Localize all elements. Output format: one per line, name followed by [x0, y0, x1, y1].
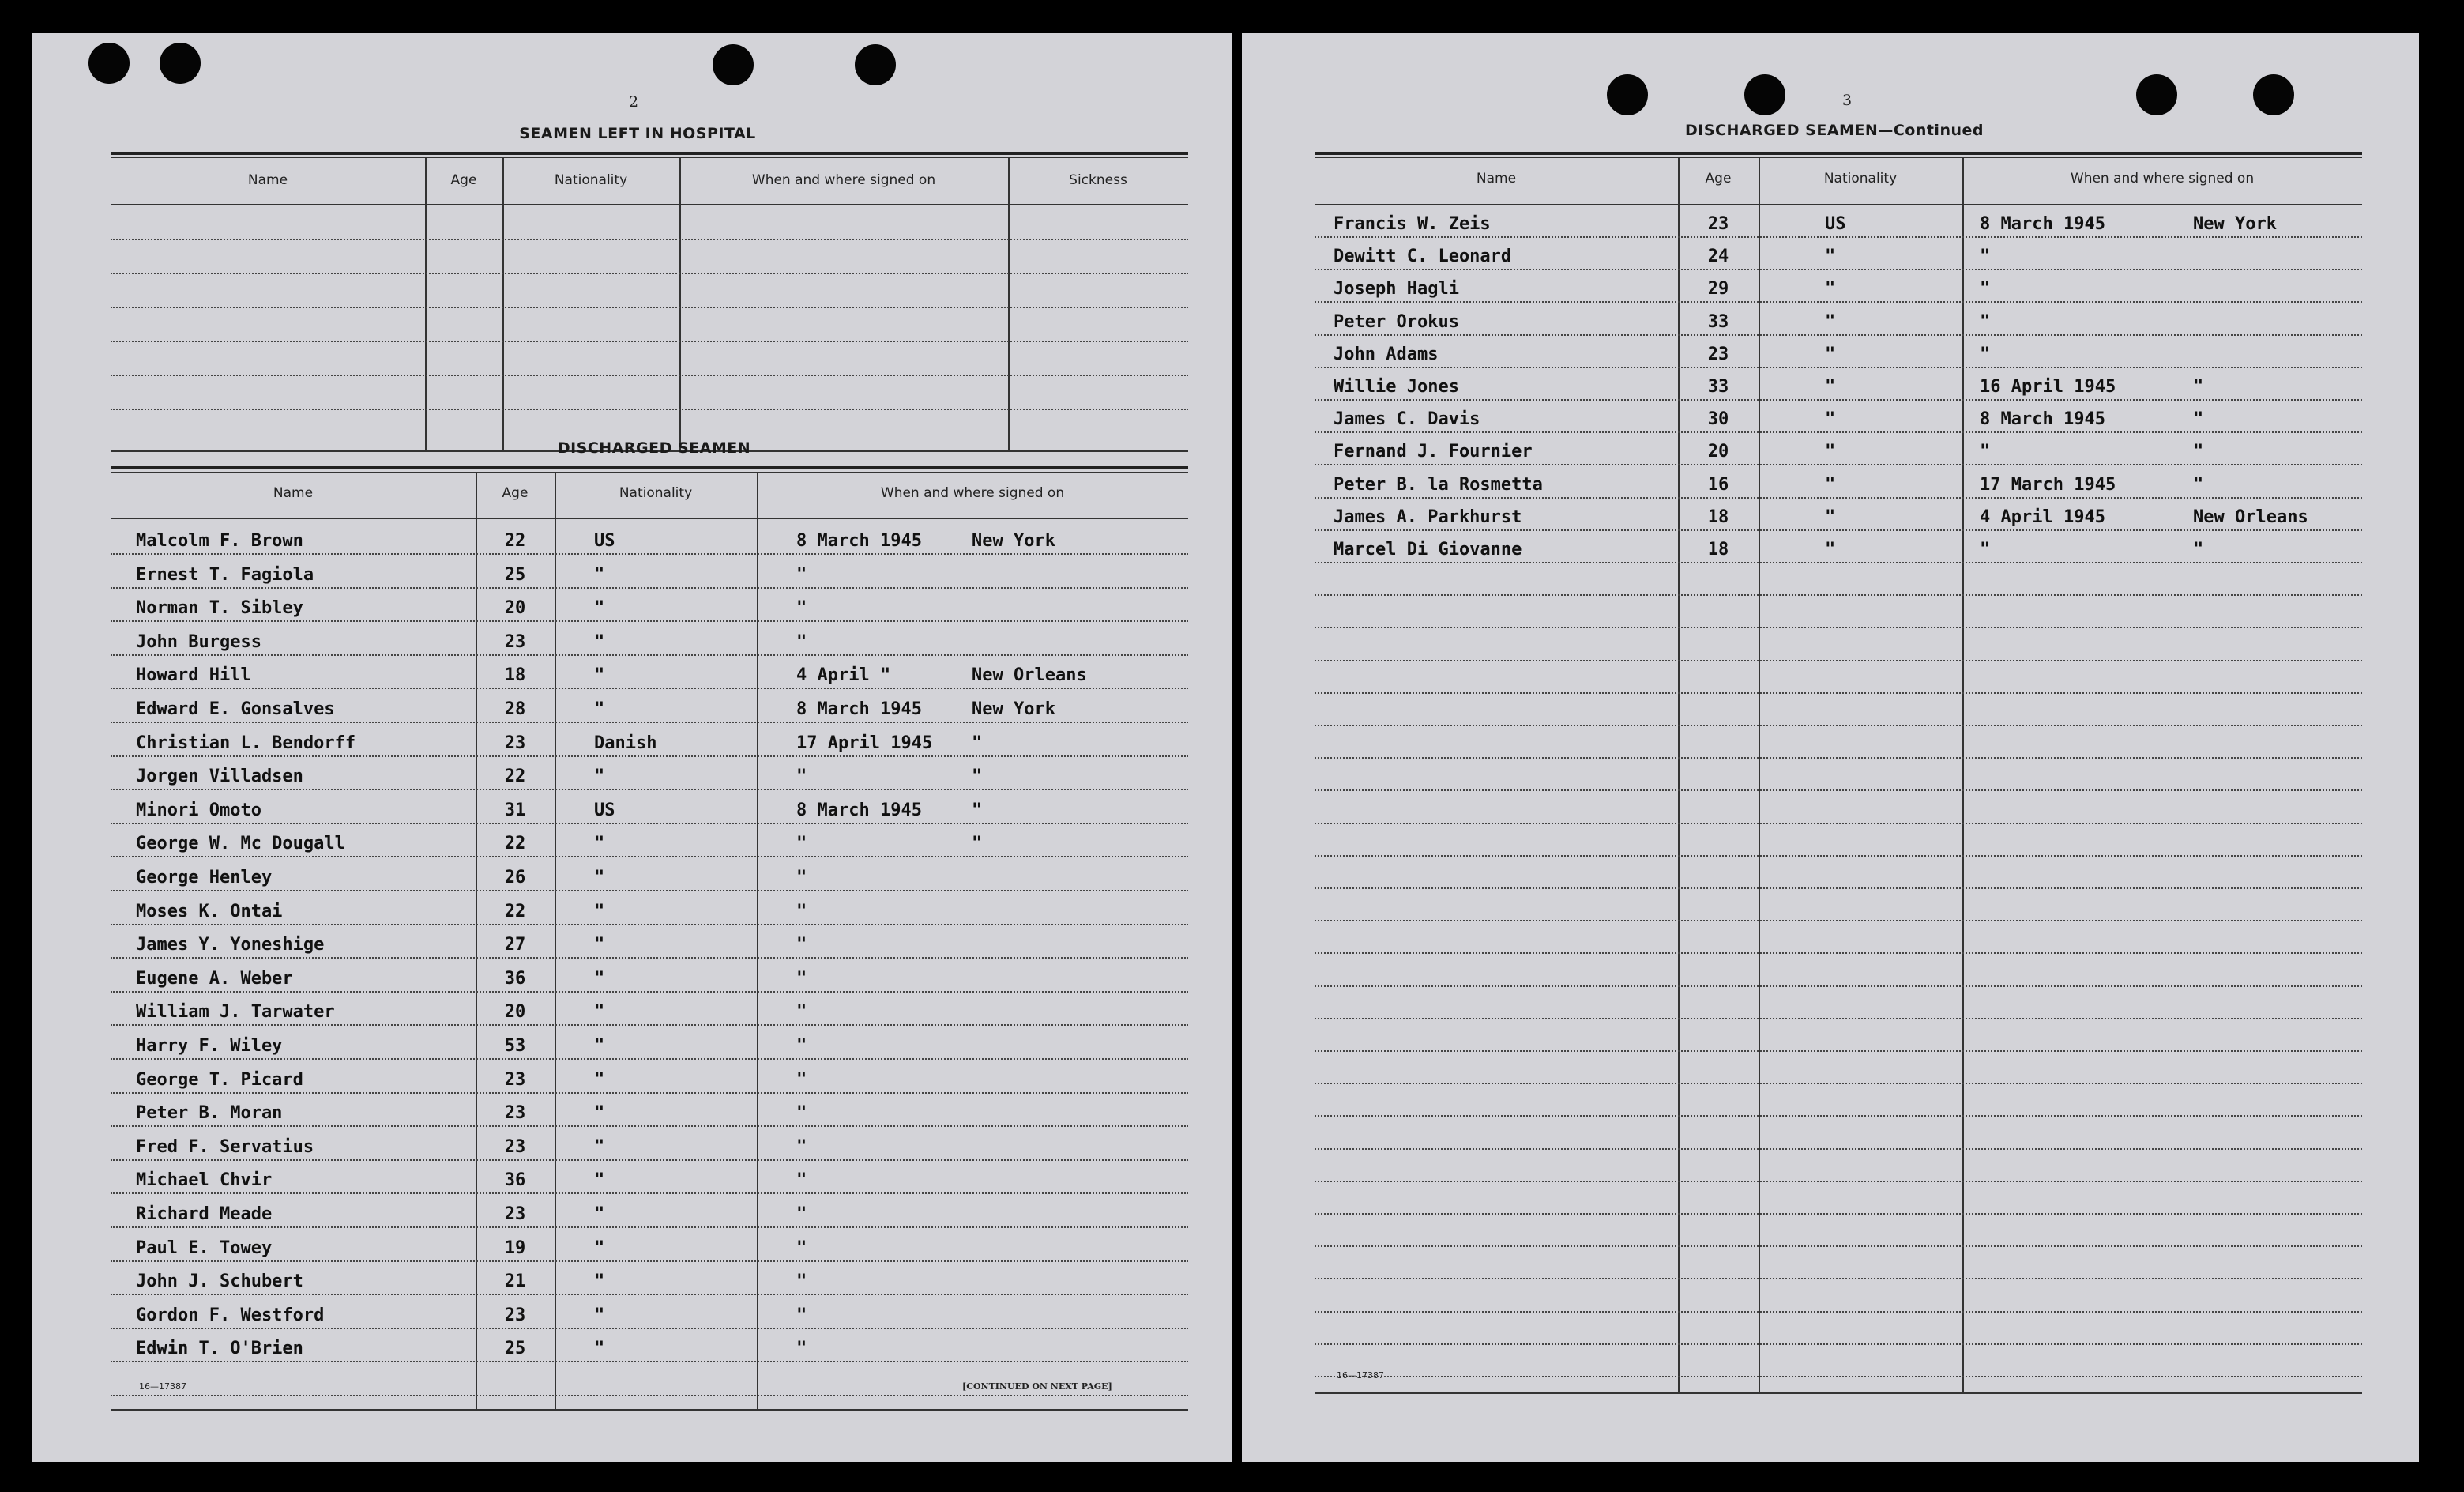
seaman-name: James A. Parkhurst: [1334, 507, 1522, 527]
seaman-age: 33: [1707, 311, 1729, 332]
row-rule: [1315, 660, 2362, 661]
seaman-nationality: US: [594, 531, 615, 551]
seaman-nationality: ": [1825, 442, 1836, 462]
row-rule: [1315, 1213, 2362, 1215]
row-rule: [111, 1395, 1188, 1396]
signed-on-date: ": [1980, 247, 1991, 267]
seaman-nationality: ": [594, 665, 605, 686]
column-header: Name: [273, 485, 314, 501]
signed-on-date: ": [1980, 540, 1991, 560]
row-rule: [1315, 887, 2362, 889]
seaman-age: 30: [1707, 409, 1729, 430]
seaman-name: Francis W. Zeis: [1334, 214, 1491, 234]
seaman-nationality: ": [594, 1272, 605, 1292]
seaman-name: James C. Davis: [1334, 409, 1480, 430]
seaman-nationality: ": [594, 1339, 605, 1359]
seaman-age: 23: [504, 631, 526, 652]
signed-on-place: ": [2193, 442, 2204, 462]
seaman-age: 16: [1707, 474, 1729, 495]
seaman-age: 24: [1707, 247, 1729, 267]
column-header: Name: [1476, 171, 1517, 186]
seaman-name: Marcel Di Giovanne: [1334, 540, 1522, 560]
row-rule: [111, 755, 1188, 757]
seaman-nationality: ": [594, 1103, 605, 1124]
seaman-nationality: ": [594, 1002, 605, 1023]
punch-hole: [713, 44, 754, 85]
row-rule: [111, 856, 1188, 857]
left-page: [32, 33, 1232, 1462]
seaman-age: 20: [504, 1002, 526, 1023]
page-number: 2: [628, 93, 639, 111]
row-rule: [111, 1058, 1188, 1060]
seaman-age: 27: [504, 935, 526, 955]
seaman-nationality: ": [594, 935, 605, 955]
seaman-age: 23: [1707, 344, 1729, 364]
title-suffix: —Continued: [1878, 122, 1984, 139]
seaman-age: 23: [504, 1069, 526, 1090]
column-header: Age: [450, 172, 477, 188]
seaman-name: Gordon F. Westford: [136, 1305, 325, 1325]
seaman-nationality: ": [594, 1170, 605, 1191]
signed-on-place: ": [2193, 540, 2204, 560]
signed-on-date: ": [796, 1305, 807, 1325]
signed-on-place: New York: [972, 531, 1055, 551]
column-header: Name: [247, 172, 288, 188]
signed-on-date: ": [796, 1272, 807, 1292]
seaman-nationality: ": [1825, 507, 1836, 527]
row-rule: [1315, 1376, 2362, 1377]
seaman-name: Eugene A. Weber: [136, 968, 293, 989]
row-rule: [1315, 1083, 2362, 1084]
seaman-name: Minori Omoto: [136, 800, 261, 820]
seaman-nationality: ": [594, 631, 605, 652]
signed-on-date: ": [1980, 442, 1991, 462]
row-rule: [1315, 269, 2362, 270]
signed-on-date: 17 March 1945: [1980, 474, 2116, 495]
seaman-age: 36: [504, 968, 526, 989]
seaman-name: Ernest T. Fagiola: [136, 564, 314, 585]
signed-on-place: New Orleans: [972, 665, 1087, 686]
row-rule: [111, 1361, 1188, 1362]
row-rule: [111, 587, 1188, 589]
seaman-name: Joseph Hagli: [1334, 279, 1459, 300]
row-rule: [1315, 1278, 2362, 1279]
hospital-title: SEAMEN LEFT IN HOSPITAL: [519, 125, 756, 142]
row-rule: [111, 1092, 1188, 1094]
seaman-name: John Burgess: [136, 631, 261, 652]
signed-on-date: 16 April 1945: [1980, 377, 2116, 397]
seaman-nationality: ": [594, 598, 605, 619]
seaman-nationality: ": [1825, 279, 1836, 300]
signed-on-date: 8 March 1945: [796, 699, 922, 719]
seaman-age: 22: [504, 531, 526, 551]
signed-on-date: ": [796, 1136, 807, 1157]
signed-on-place: ": [2193, 409, 2204, 430]
row-rule: [1315, 789, 2362, 791]
signed-on-date: ": [796, 598, 807, 619]
row-rule: [1315, 1181, 2362, 1182]
seaman-name: Peter Orokus: [1334, 311, 1459, 332]
signed-on-date: 4 April ": [796, 665, 891, 686]
seaman-age: 23: [504, 733, 526, 753]
signed-on-date: 8 March 1945: [1980, 409, 2105, 430]
seaman-nationality: ": [594, 1069, 605, 1090]
row-rule: [111, 654, 1188, 656]
row-rule: [1315, 855, 2362, 857]
seaman-age: 22: [504, 901, 526, 921]
seaman-nationality: Danish: [594, 733, 657, 753]
column-header: When and where signed on: [880, 485, 1065, 501]
signed-on-date: ": [796, 1204, 807, 1224]
seaman-nationality: ": [594, 968, 605, 989]
row-rule: [1315, 692, 2362, 694]
seaman-age: 18: [1707, 540, 1729, 560]
form-number: 16—17387: [139, 1381, 186, 1392]
row-rule: [111, 1159, 1188, 1161]
signed-on-date: 17 April 1945: [796, 733, 933, 753]
row-rule: [1315, 301, 2362, 303]
seaman-nationality: ": [1825, 474, 1836, 495]
discharged-continued-table: [1315, 152, 2362, 1394]
seaman-age: 26: [504, 868, 526, 887]
signed-on-place: ": [972, 767, 983, 787]
punch-hole: [855, 44, 896, 85]
punch-hole: [88, 43, 130, 84]
seaman-name: Malcolm F. Brown: [136, 531, 303, 551]
row-rule: [111, 1294, 1188, 1295]
row-rule: [111, 924, 1188, 925]
punch-hole: [160, 43, 201, 84]
seaman-name: Paul E. Towey: [136, 1238, 273, 1258]
seaman-nationality: ": [594, 767, 605, 787]
seaman-name: George T. Picard: [136, 1069, 303, 1090]
row-rule: [1315, 1311, 2362, 1313]
seaman-nationality: ": [1825, 311, 1836, 332]
seaman-name: Norman T. Sibley: [136, 598, 303, 619]
row-rule: [1315, 985, 2362, 987]
seaman-name: Fernand J. Fournier: [1334, 442, 1533, 462]
signed-on-place: ": [972, 800, 983, 820]
row-rule: [111, 722, 1188, 723]
seaman-age: 28: [504, 699, 526, 719]
discharged-table: [111, 466, 1188, 1411]
seaman-nationality: ": [1825, 344, 1836, 364]
signed-on-date: ": [796, 968, 807, 989]
row-rule: [111, 890, 1188, 891]
seaman-nationality: ": [594, 1204, 605, 1224]
seaman-nationality: ": [594, 1036, 605, 1056]
signed-on-date: ": [796, 1069, 807, 1090]
row-rule: [1315, 823, 2362, 824]
seaman-name: George Henley: [136, 868, 273, 887]
form-number: 16—17387: [1337, 1370, 1384, 1381]
seaman-age: 23: [504, 1136, 526, 1157]
punch-hole: [1744, 74, 1785, 115]
seaman-name: George W. Mc Dougall: [136, 834, 345, 854]
seaman-nationality: ": [594, 1136, 605, 1157]
seaman-name: James Y. Yoneshige: [136, 935, 325, 955]
seaman-name: Edward E. Gonsalves: [136, 699, 335, 719]
seaman-age: 20: [504, 598, 526, 619]
title-text: DISCHARGED SEAMEN: [1685, 122, 1879, 139]
seaman-name: Peter B. Moran: [136, 1103, 283, 1124]
signed-on-date: 8 March 1945: [796, 800, 922, 820]
seaman-nationality: ": [1825, 540, 1836, 560]
row-rule: [1315, 594, 2362, 596]
signed-on-date: 4 April 1945: [1980, 507, 2105, 527]
row-rule: [1315, 399, 2362, 401]
seaman-age: 53: [504, 1036, 526, 1056]
continued-note: [CONTINUED ON NEXT PAGE]: [962, 1381, 1112, 1392]
row-rule: [111, 1024, 1188, 1026]
signed-on-date: ": [1980, 344, 1991, 364]
seaman-name: Peter B. la Rosmetta: [1334, 474, 1543, 495]
seaman-name: Fred F. Servatius: [136, 1136, 314, 1157]
column-header: When and where signed on: [2070, 171, 2255, 186]
page-number: 3: [1841, 92, 1853, 109]
row-rule: [111, 1192, 1188, 1194]
seaman-name: Edwin T. O'Brien: [136, 1339, 303, 1359]
discharged-title: DISCHARGED SEAMEN: [557, 439, 751, 457]
row-rule: [111, 553, 1188, 555]
row-rule: [1315, 1115, 2362, 1117]
seaman-age: 23: [504, 1204, 526, 1224]
signed-on-place: New Orleans: [2193, 507, 2308, 527]
row-rule: [111, 688, 1188, 689]
signed-on-date: ": [796, 901, 807, 921]
row-rule: [1315, 1245, 2362, 1247]
row-rule: [1315, 236, 2362, 238]
seaman-name: Harry F. Wiley: [136, 1036, 283, 1056]
signed-on-date: ": [796, 767, 807, 787]
row-rule: [111, 957, 1188, 959]
signed-on-date: ": [1980, 279, 1991, 300]
signed-on-date: ": [796, 935, 807, 955]
column-header: Age: [502, 485, 529, 501]
signed-on-date: ": [1980, 311, 1991, 332]
seaman-age: 23: [1707, 214, 1729, 234]
seaman-age: 25: [504, 564, 526, 585]
signed-on-date: ": [796, 631, 807, 652]
signed-on-date: ": [796, 868, 807, 887]
row-rule: [1315, 627, 2362, 628]
row-rule: [111, 1260, 1188, 1262]
signed-on-date: ": [796, 1339, 807, 1359]
signed-on-date: 8 March 1945: [1980, 214, 2105, 234]
row-rule: [1315, 367, 2362, 368]
row-rule: [1315, 1343, 2362, 1345]
seaman-age: 23: [504, 1103, 526, 1124]
seaman-age: 20: [1707, 442, 1729, 462]
row-rule: [111, 1125, 1188, 1127]
punch-hole: [2253, 74, 2294, 115]
punch-hole: [2136, 74, 2177, 115]
row-rule: [1315, 1148, 2362, 1150]
column-header: Nationality: [1823, 171, 1898, 186]
signed-on-date: ": [796, 1036, 807, 1056]
row-rule: [1315, 725, 2362, 726]
seaman-age: 21: [504, 1272, 526, 1292]
column-header: When and where signed on: [751, 172, 936, 188]
signed-on-date: ": [796, 1002, 807, 1023]
seaman-nationality: ": [594, 834, 605, 854]
seaman-name: Richard Meade: [136, 1204, 273, 1224]
hospital-table: [111, 152, 1188, 452]
seaman-name: John J. Schubert: [136, 1272, 303, 1292]
signed-on-date: 8 March 1945: [796, 531, 922, 551]
row-rule: [1315, 1018, 2362, 1019]
signed-on-date: ": [796, 834, 807, 854]
signed-on-place: ": [972, 834, 983, 854]
row-rule: [1315, 920, 2362, 921]
seaman-nationality: ": [1825, 247, 1836, 267]
row-rule: [111, 620, 1188, 622]
row-rule: [1315, 431, 2362, 433]
row-rule: [1315, 464, 2362, 465]
signed-on-date: ": [796, 1103, 807, 1124]
row-rule: [1315, 334, 2362, 336]
seaman-name: Howard Hill: [136, 665, 251, 686]
seaman-age: 23: [504, 1305, 526, 1325]
seaman-nationality: ": [594, 1238, 605, 1258]
signed-on-place: New York: [2193, 214, 2277, 234]
signed-on-place: ": [2193, 377, 2204, 397]
right-page: [1242, 33, 2419, 1462]
row-rule: [111, 1226, 1188, 1228]
seaman-age: 18: [504, 665, 526, 686]
seaman-age: 19: [504, 1238, 526, 1258]
seaman-age: 29: [1707, 279, 1729, 300]
seaman-name: Willie Jones: [1334, 377, 1459, 397]
signed-on-place: ": [2193, 474, 2204, 495]
row-rule: [111, 1328, 1188, 1329]
seaman-name: Dewitt C. Leonard: [1334, 247, 1512, 267]
seaman-name: Moses K. Ontai: [136, 901, 283, 921]
seaman-age: 31: [504, 800, 526, 820]
seaman-name: William J. Tarwater: [136, 1002, 335, 1023]
row-rule: [111, 823, 1188, 824]
column-header: Age: [1705, 171, 1732, 186]
seaman-age: 33: [1707, 377, 1729, 397]
signed-on-place: New York: [972, 699, 1055, 719]
seaman-nationality: ": [594, 699, 605, 719]
row-rule: [111, 789, 1188, 790]
row-rule: [1315, 562, 2362, 563]
seaman-name: Christian L. Bendorff: [136, 733, 356, 753]
seaman-age: 25: [504, 1339, 526, 1359]
row-rule: [1315, 952, 2362, 954]
column-header: Sickness: [1069, 172, 1127, 188]
signed-on-date: ": [796, 564, 807, 585]
seaman-nationality: ": [1825, 377, 1836, 397]
seaman-name: Jorgen Villadsen: [136, 767, 303, 787]
column-header: Nationality: [554, 172, 628, 188]
signed-on-date: ": [796, 1170, 807, 1191]
seaman-nationality: US: [594, 800, 615, 820]
punch-hole: [1607, 74, 1648, 115]
seaman-nationality: ": [594, 564, 605, 585]
seaman-name: John Adams: [1334, 344, 1439, 364]
row-rule: [1315, 757, 2362, 759]
row-rule: [111, 991, 1188, 993]
signed-on-place: ": [972, 733, 983, 753]
seaman-age: 22: [504, 767, 526, 787]
discharged-continued-title: [1685, 122, 1984, 139]
seaman-name: Michael Chvir: [136, 1170, 273, 1191]
seaman-age: 22: [504, 834, 526, 854]
column-header: Nationality: [619, 485, 693, 501]
seaman-age: 36: [504, 1170, 526, 1191]
seaman-nationality: ": [594, 1305, 605, 1325]
row-rule: [1315, 497, 2362, 499]
signed-on-date: ": [796, 1238, 807, 1258]
row-rule: [1315, 529, 2362, 531]
seaman-nationality: ": [1825, 409, 1836, 430]
row-rule: [1315, 1050, 2362, 1052]
seaman-nationality: ": [594, 901, 605, 921]
seaman-nationality: US: [1825, 214, 1846, 234]
seaman-nationality: ": [594, 868, 605, 887]
seaman-age: 18: [1707, 507, 1729, 527]
